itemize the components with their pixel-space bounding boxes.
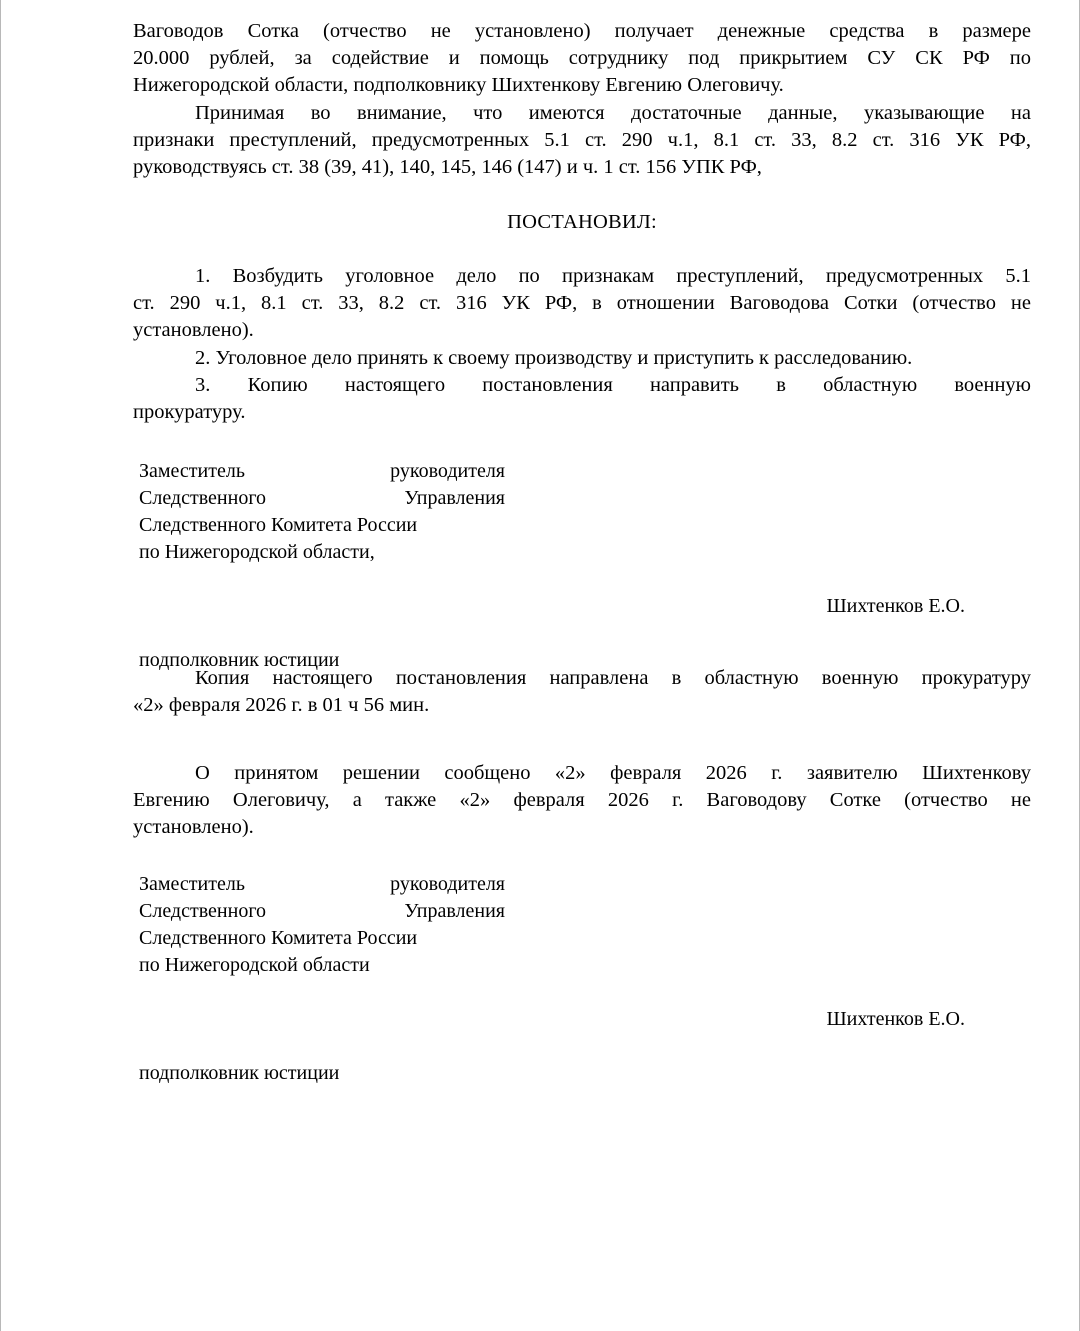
intro-line-1: Ваговодов Сотка (отчество не установлено) получает денежные средства в размере	[133, 20, 1031, 42]
sig2-line-3: Следственного Комитета России	[139, 927, 418, 949]
grounds-line-2: признаки преступлений, предусмотренных 5.1 ст. 290 ч.1, 8.1 ст. 33, 8.2 ст. 316 УК РФ,	[133, 128, 1031, 151]
sig2-signer-name: Шихтенков Е.О.	[826, 1008, 965, 1030]
sig1-signer-name: Шихтенков Е.О.	[826, 595, 965, 617]
signature-block-second	[139, 871, 1031, 1087]
resolution-item-1	[133, 263, 1031, 345]
notification-line-2: Евгению Олеговичу, а также «2» февраля 2026 г. Ваговодову Сотке (отчество не	[133, 789, 1031, 812]
item2-line-1: 2. Уголовное дело принять к своему производству и приступить к расследованию.	[195, 346, 913, 369]
grounds-line-3: руководствуясь ст. 38 (39, 41), 140, 145, 146 (147) и ч. 1 ст. 156 УПК РФ,	[133, 156, 762, 179]
sig2-line-4: по Нижегородской области	[139, 954, 370, 976]
grounds-line-1: Принимая во внимание, что имеются достаточные данные, указывающие на	[195, 101, 1031, 124]
copy-sent-line-1: Копия настоящего постановления направлена в областную военную прокуратуру	[195, 667, 1031, 689]
sig1-line-4: по Нижегородской области,	[139, 541, 375, 563]
item1-line-1: 1. Возбудить уголовное дело по признакам преступлений, предусмотренных 5.1	[195, 265, 1031, 287]
item1-line-3: установлено).	[133, 319, 254, 342]
resolution-heading: ПОСТАНОВИЛ:	[507, 211, 657, 233]
resolution-heading-wrap	[133, 209, 1031, 236]
sig2-signer-rank: подполковник юстиции	[139, 1062, 340, 1084]
resolution-item-2	[133, 345, 1031, 372]
intro-paragraph	[133, 18, 1031, 100]
notification-paragraph	[133, 760, 1031, 842]
intro-line-2: 20.000 рублей, за содействие и помощь сотруднику под прикрытием СУ СК РФ по	[133, 47, 1031, 70]
notification-line-1: О принятом решении сообщено «2» февраля 2026 г. заявителю Шихтенкову	[195, 762, 1031, 784]
sig2-line-2: Следственного Управления	[139, 900, 505, 922]
item1-line-2: ст. 290 ч.1, 8.1 ст. 33, 8.2 ст. 316 УК РФ, в отношении Ваговодова Сотки (отчество не	[133, 292, 1031, 315]
signature-block-first	[139, 458, 1031, 674]
intro-and-grounds-block	[133, 18, 1031, 181]
sig1-signer-rank: подполковник юстиции	[139, 649, 340, 671]
sig1-line-3: Следственного Комитета России	[139, 514, 418, 536]
notification-line-3: установлено).	[133, 816, 254, 839]
sig2-line-1: Заместитель руководителя	[139, 873, 505, 895]
resolution-items-block	[133, 263, 1031, 426]
item3-line-2: прокуратуру.	[133, 401, 246, 424]
grounds-paragraph	[133, 100, 1031, 182]
copy-sent-line-2: «2» февраля 2026 г. в 01 ч 56 мин.	[133, 694, 430, 717]
sig1-line-1: Заместитель руководителя	[139, 460, 505, 482]
intro-line-3: Нижегородской области, подполковнику Шихтенкову Евгению Олеговичу.	[133, 74, 784, 97]
copy-sent-paragraph	[133, 665, 1031, 719]
resolution-item-3	[133, 372, 1031, 426]
sig1-line-2: Следственного Управления	[139, 487, 505, 509]
item3-line-1: 3. Копию настоящего постановления направить в областную военную	[195, 373, 1031, 396]
